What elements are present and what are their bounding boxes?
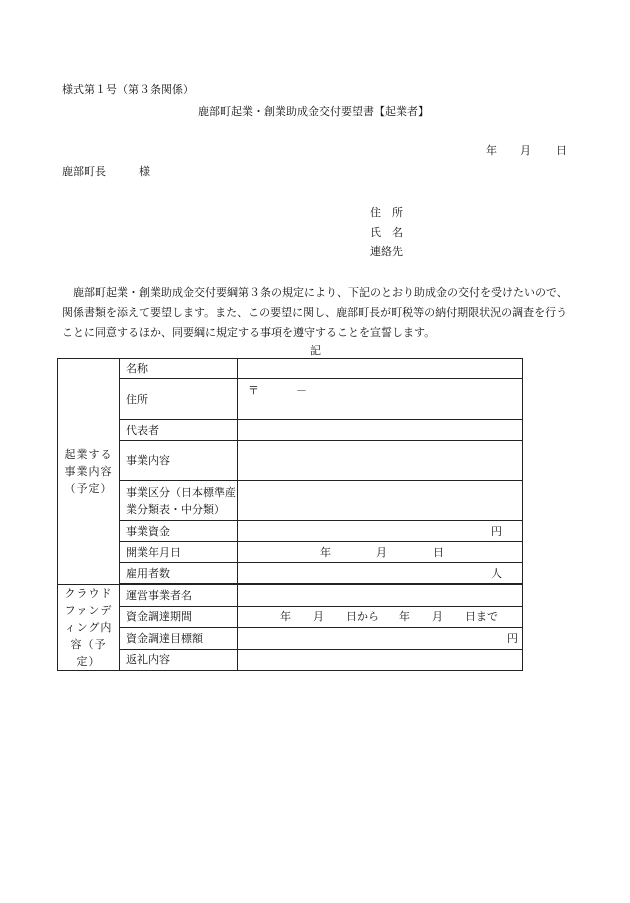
application-table [57,358,523,671]
field-funding-period[interactable] [238,606,523,628]
label-business-category: 事業区分（日本標準産業分類表・中分類） [120,481,238,521]
label-funds: 事業資金 [120,521,238,542]
date-year: 年 [486,144,497,157]
field-operator[interactable] [238,585,523,607]
applicant-name-label: 氏 名 [370,226,403,239]
period-start-year: 年 [280,610,291,624]
group-business-plan-label: 起業する事業内容（予定） [58,359,120,585]
period-end-month: 月 [432,610,443,624]
document-title: 鹿部町起業・創業助成金交付要望書【起業者】 [198,105,429,118]
field-funding-target[interactable] [238,628,523,650]
field-funds[interactable] [238,521,523,542]
field-name[interactable] [238,359,523,379]
postal-mark: 〒 [248,384,259,397]
label-funding-target: 資金調達目標額 [120,628,238,650]
field-employees[interactable] [238,563,523,584]
period-start-month: 月 [313,610,324,624]
applicant-contact-label: 連絡先 [370,245,403,258]
postal-dash: － [296,384,307,397]
date-month: 月 [520,144,531,157]
target-yen-unit: 円 [507,631,518,645]
label-business-content: 事業内容 [120,441,238,481]
field-rewards[interactable] [238,649,523,671]
addressee: 鹿部町長 様 [62,165,150,178]
form-number: 様式第１号（第３条関係） [62,83,194,96]
label-operator: 運営事業者名 [120,585,238,607]
label-employees: 雇用者数 [120,563,238,584]
period-from: 日から [346,610,379,624]
field-business-content[interactable] [238,441,523,481]
period-end-year: 年 [399,610,410,624]
group-crowdfunding-label: クラウドファンディング内容（予定） [58,585,120,671]
ki-heading: 記 [310,344,321,357]
field-business-category[interactable] [238,481,523,521]
field-start-date[interactable] [238,542,523,563]
request-body-text: 鹿部町起業・創業助成金交付要綱第３条の規定により、下記のとおり助成金の交付を受けたいので、関係書類を添えて要望します。また、この要望に関し、鹿部町長が町税等の納付期限状況の調査を行うことに同意するほか、同要綱に規定する事項を遵守することを宣誓します。 [62,286,568,339]
field-address[interactable] [238,379,523,420]
person-unit: 人 [491,566,502,580]
period-until: 日まで [465,610,498,624]
date-line [486,142,567,158]
field-representative[interactable] [238,420,523,441]
label-start-date: 開業年月日 [120,542,238,563]
start-month: 月 [376,545,387,559]
start-day: 日 [433,545,444,559]
label-rewards: 返礼内容 [120,649,238,671]
yen-unit: 円 [491,524,502,538]
label-address: 住所 [120,379,238,420]
start-year: 年 [320,545,331,559]
label-funding-period: 資金調達期間 [120,606,238,628]
label-representative: 代表者 [120,420,238,441]
label-name: 名称 [120,359,238,379]
applicant-address-label: 住 所 [370,206,403,219]
date-day: 日 [556,144,567,157]
